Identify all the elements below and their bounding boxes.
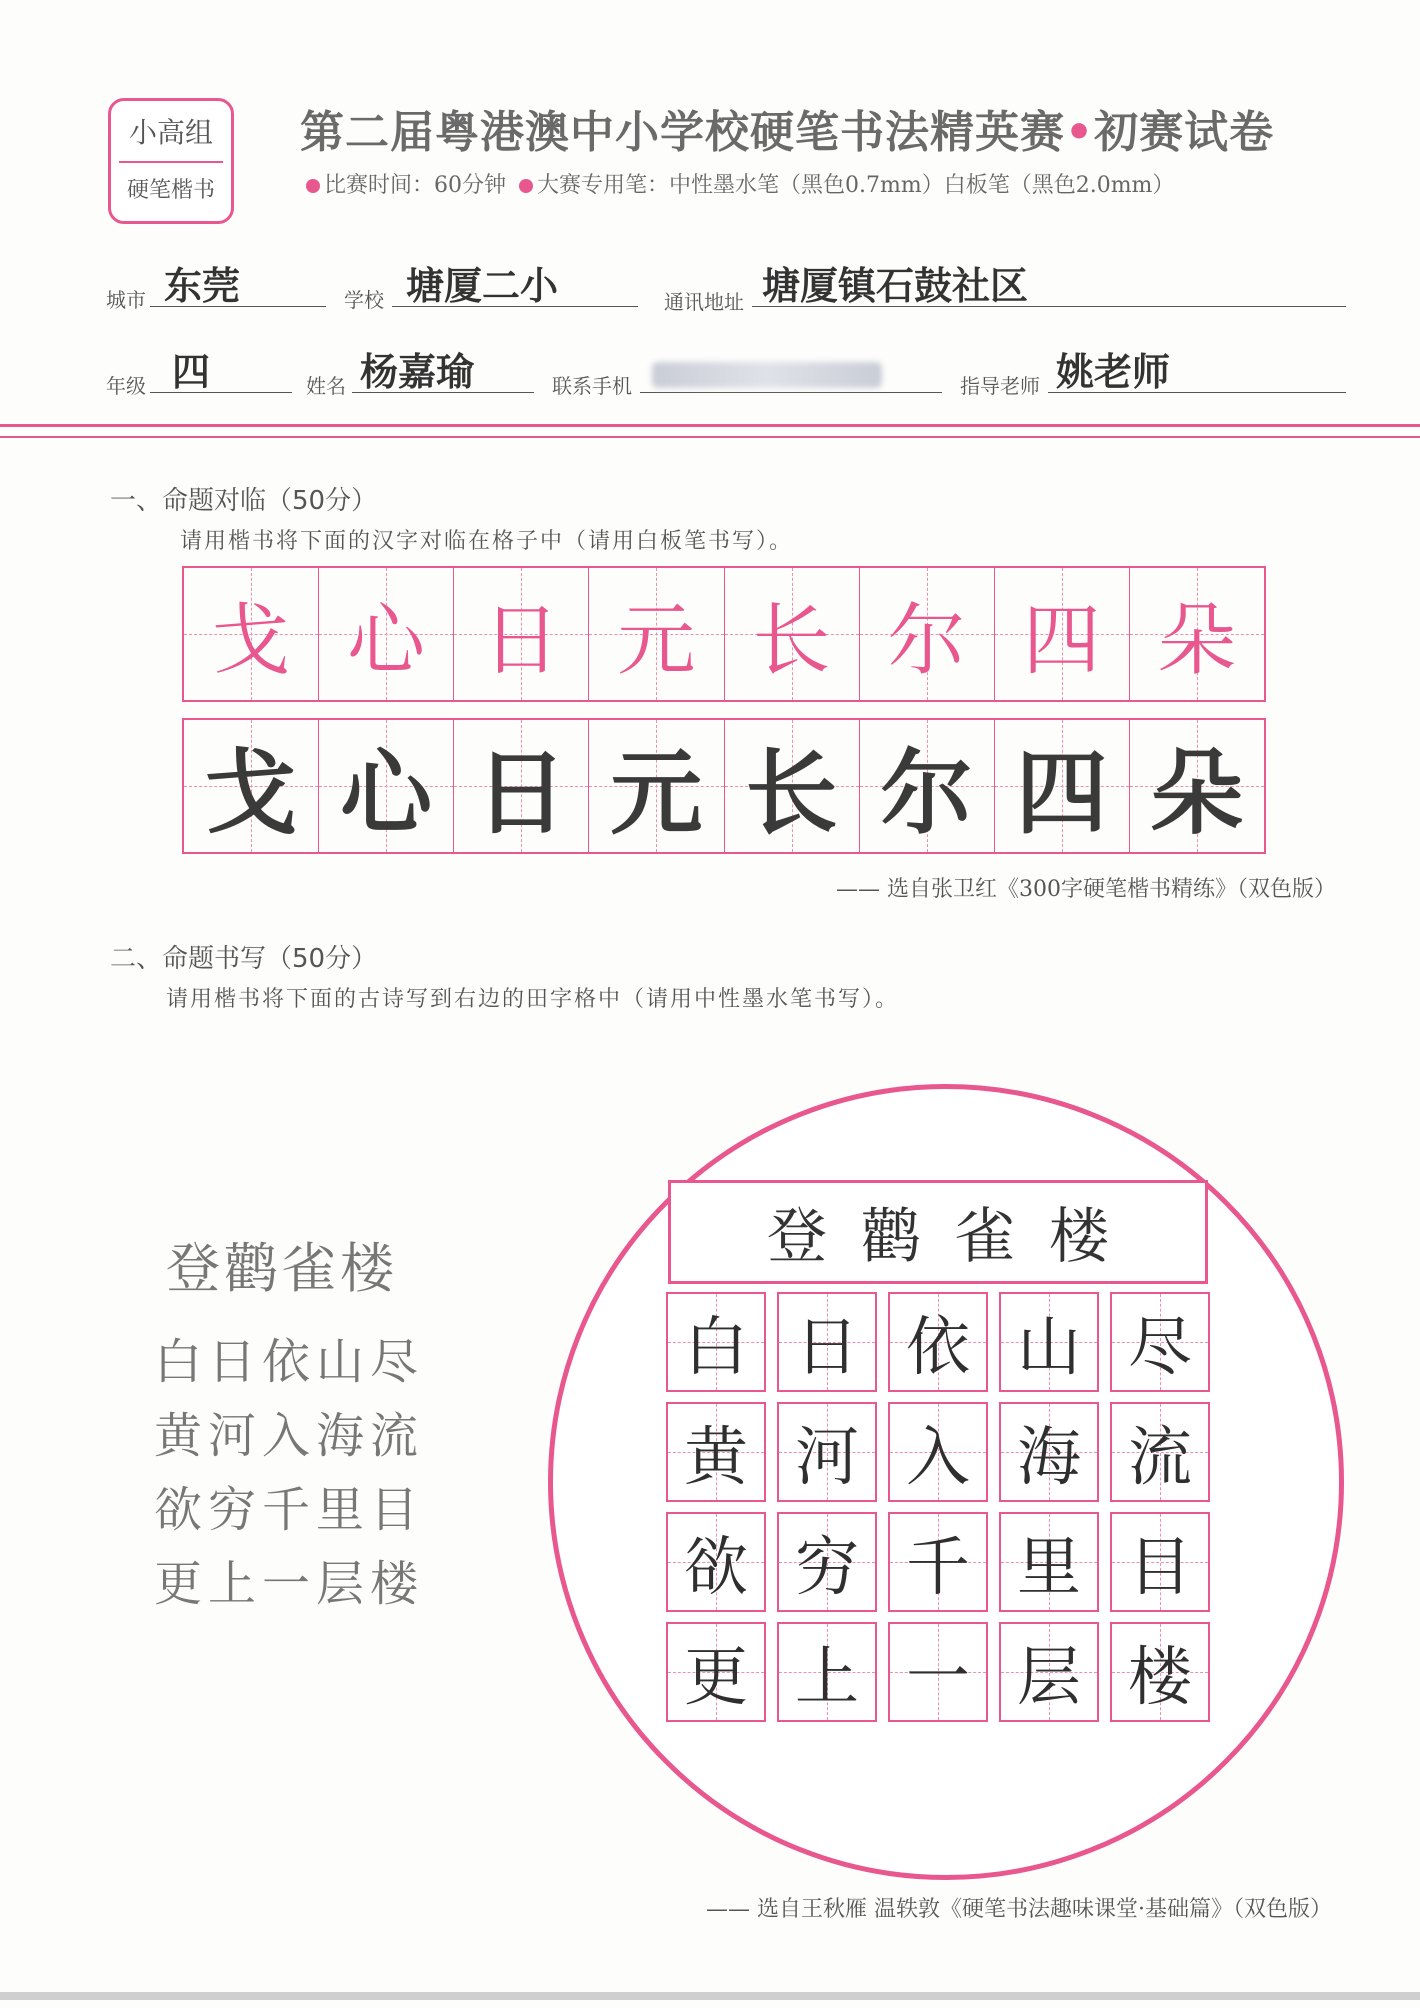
tianzige-cell[interactable] <box>666 1512 766 1612</box>
grade-field[interactable] <box>150 349 292 394</box>
header-divider <box>0 424 1420 427</box>
tianzige-cell[interactable] <box>666 1402 766 1502</box>
written-char: 山 <box>1017 1311 1081 1385</box>
model-cell <box>1130 568 1264 700</box>
tianzige-cell[interactable] <box>666 1292 766 1392</box>
badge-divider <box>119 161 223 163</box>
model-cell <box>995 568 1130 700</box>
address-value: 塘厦镇石鼓社区 <box>762 263 1029 308</box>
written-row <box>666 1292 1210 1392</box>
model-char: 戈 <box>212 596 291 686</box>
city-value: 东莞 <box>164 263 241 308</box>
copy-char: 尔 <box>880 740 973 847</box>
copy-cell[interactable] <box>995 720 1130 852</box>
bullet-icon <box>519 179 533 193</box>
written-char: 海 <box>1017 1421 1081 1495</box>
teacher-label: 指导老师 <box>960 374 1040 398</box>
address-label: 通讯地址 <box>664 290 744 314</box>
written-char: 欲 <box>684 1531 748 1605</box>
bullet-icon <box>306 179 320 193</box>
model-char: 心 <box>347 596 426 686</box>
written-char: 尽 <box>1128 1311 1192 1385</box>
poem-line: 欲穷千里目 <box>154 1482 425 1538</box>
copy-cell[interactable] <box>589 720 724 852</box>
teacher-field[interactable] <box>1048 349 1346 394</box>
written-title: 登鹳雀楼 <box>767 1202 1143 1272</box>
name-field[interactable] <box>352 349 534 394</box>
written-char: 入 <box>906 1421 970 1495</box>
model-char: 朵 <box>1157 596 1236 686</box>
written-char: 依 <box>906 1311 970 1385</box>
copy-cell[interactable] <box>319 720 454 852</box>
badge-style-label: 硬笔楷书 <box>126 178 215 203</box>
written-char: 穷 <box>795 1531 859 1605</box>
written-char: 白 <box>684 1311 748 1385</box>
copy-cell[interactable] <box>454 720 589 852</box>
name-value: 杨嘉瑜 <box>360 349 475 394</box>
teacher-value: 姚老师 <box>1056 349 1171 394</box>
header-divider-thin <box>0 436 1420 438</box>
poem-line: 白日依山尽 <box>154 1334 425 1390</box>
city-label: 城市 <box>106 288 146 312</box>
tianzige-cell[interactable] <box>1110 1402 1210 1502</box>
written-row <box>666 1622 1210 1722</box>
written-char: 千 <box>906 1531 970 1605</box>
written-char: 里 <box>1017 1531 1081 1605</box>
exam-pen: 大赛专用笔：中性墨水笔（黑色0.7mm）白板笔（黑色2.0mm） <box>537 173 1175 198</box>
section2-title: 二、命题书写（50分） <box>110 944 378 974</box>
school-field[interactable] <box>392 263 638 308</box>
copy-char: 心 <box>340 740 433 847</box>
tianzige-cell[interactable] <box>999 1292 1099 1392</box>
phone-field[interactable] <box>640 352 942 393</box>
poem-reference <box>154 1226 474 1621</box>
address-field[interactable] <box>752 263 1346 308</box>
tianzige-cell[interactable] <box>888 1512 988 1612</box>
tianzige-cell[interactable] <box>1110 1512 1210 1612</box>
model-cell <box>319 568 454 700</box>
group-badge <box>108 98 234 224</box>
tianzige-cell[interactable] <box>999 1512 1099 1612</box>
written-char: 层 <box>1017 1641 1081 1715</box>
tianzige-cell[interactable] <box>777 1402 877 1502</box>
written-row <box>666 1512 1210 1612</box>
written-char: 目 <box>1128 1531 1192 1605</box>
written-char: 河 <box>795 1421 859 1495</box>
written-title-box[interactable] <box>668 1180 1208 1284</box>
city-field[interactable] <box>150 263 326 308</box>
copy-cell[interactable] <box>1130 720 1264 852</box>
section2-desc: 请用楷书将下面的古诗写到右边的田字格中（请用中性墨水笔书写）。 <box>166 987 900 1012</box>
written-char: 黄 <box>684 1421 748 1495</box>
tianzige-cell[interactable] <box>999 1402 1099 1502</box>
grade-label: 年级 <box>106 374 146 398</box>
model-char: 四 <box>1022 596 1101 686</box>
tianzige-cell[interactable] <box>666 1622 766 1722</box>
poem-line: 黄河入海流 <box>154 1408 425 1464</box>
name-label: 姓名 <box>306 374 346 398</box>
model-cell <box>184 568 319 700</box>
tianzige-cell[interactable] <box>777 1622 877 1722</box>
copy-char: 日 <box>475 740 568 847</box>
copy-cell[interactable] <box>725 720 860 852</box>
section1-desc: 请用楷书将下面的汉字对临在格子中（请用白板笔书写）。 <box>180 529 794 554</box>
model-char-grid <box>182 566 1266 702</box>
tianzige-cell[interactable] <box>777 1292 877 1392</box>
tianzige-cell[interactable] <box>777 1512 877 1612</box>
written-char: 上 <box>795 1641 859 1715</box>
model-char: 日 <box>482 596 561 686</box>
copy-char: 长 <box>745 740 838 847</box>
copy-cell[interactable] <box>184 720 319 852</box>
section1-title: 一、命题对临（50分） <box>110 486 378 516</box>
tianzige-cell[interactable] <box>888 1622 988 1722</box>
model-cell <box>725 568 860 700</box>
exam-info <box>306 168 1346 199</box>
tianzige-cell[interactable] <box>1110 1622 1210 1722</box>
section2-source: —— 选自王秋雁 温轶敦《硬笔书法趣味课堂·基础篇》（双色版） <box>706 1897 1332 1922</box>
copy-char: 元 <box>610 740 703 847</box>
model-char: 尔 <box>887 596 966 686</box>
copy-cell[interactable] <box>860 720 995 852</box>
title-main: 第二届粤港澳中小学校硬笔书法精英赛 <box>300 107 1065 158</box>
model-cell <box>454 568 589 700</box>
written-char: 更 <box>684 1641 748 1715</box>
tianzige-cell[interactable] <box>888 1292 988 1392</box>
redacted-phone <box>652 362 882 388</box>
exam-time: 比赛时间：60分钟 <box>324 173 506 198</box>
copy-char: 朵 <box>1150 740 1243 847</box>
section1-source: —— 选自张卫红《300字硬笔楷书精练》（双色版） <box>836 877 1336 902</box>
model-char: 长 <box>752 596 831 686</box>
tianzige-cell[interactable] <box>888 1402 988 1502</box>
poem-lines <box>154 1325 474 1621</box>
title-suffix: 初赛试卷 <box>1094 107 1275 158</box>
poem-title: 登鹳雀楼 <box>166 1237 398 1300</box>
grade-value: 四 <box>172 349 211 394</box>
written-char: 楼 <box>1128 1641 1192 1715</box>
model-cell <box>860 568 995 700</box>
copy-char: 戈 <box>205 740 298 847</box>
copy-char: 四 <box>1015 740 1108 847</box>
model-cell <box>589 568 724 700</box>
copy-char-grid[interactable] <box>182 718 1266 854</box>
page-title <box>300 96 1340 160</box>
phone-label: 联系手机 <box>552 374 632 398</box>
written-char: 流 <box>1128 1421 1192 1495</box>
school-label: 学校 <box>344 288 384 312</box>
page-bottom-edge <box>0 1992 1420 2000</box>
poem-line: 更上一层楼 <box>154 1556 425 1612</box>
written-row <box>666 1402 1210 1502</box>
tianzige-cell[interactable] <box>999 1622 1099 1722</box>
school-value: 塘厦二小 <box>406 263 559 308</box>
title-dot: • <box>1065 107 1095 158</box>
tianzige-cell[interactable] <box>1110 1292 1210 1392</box>
badge-group-label: 小高组 <box>128 116 213 149</box>
model-char: 元 <box>617 596 696 686</box>
written-char: 一 <box>906 1641 970 1715</box>
written-char: 日 <box>795 1311 859 1385</box>
